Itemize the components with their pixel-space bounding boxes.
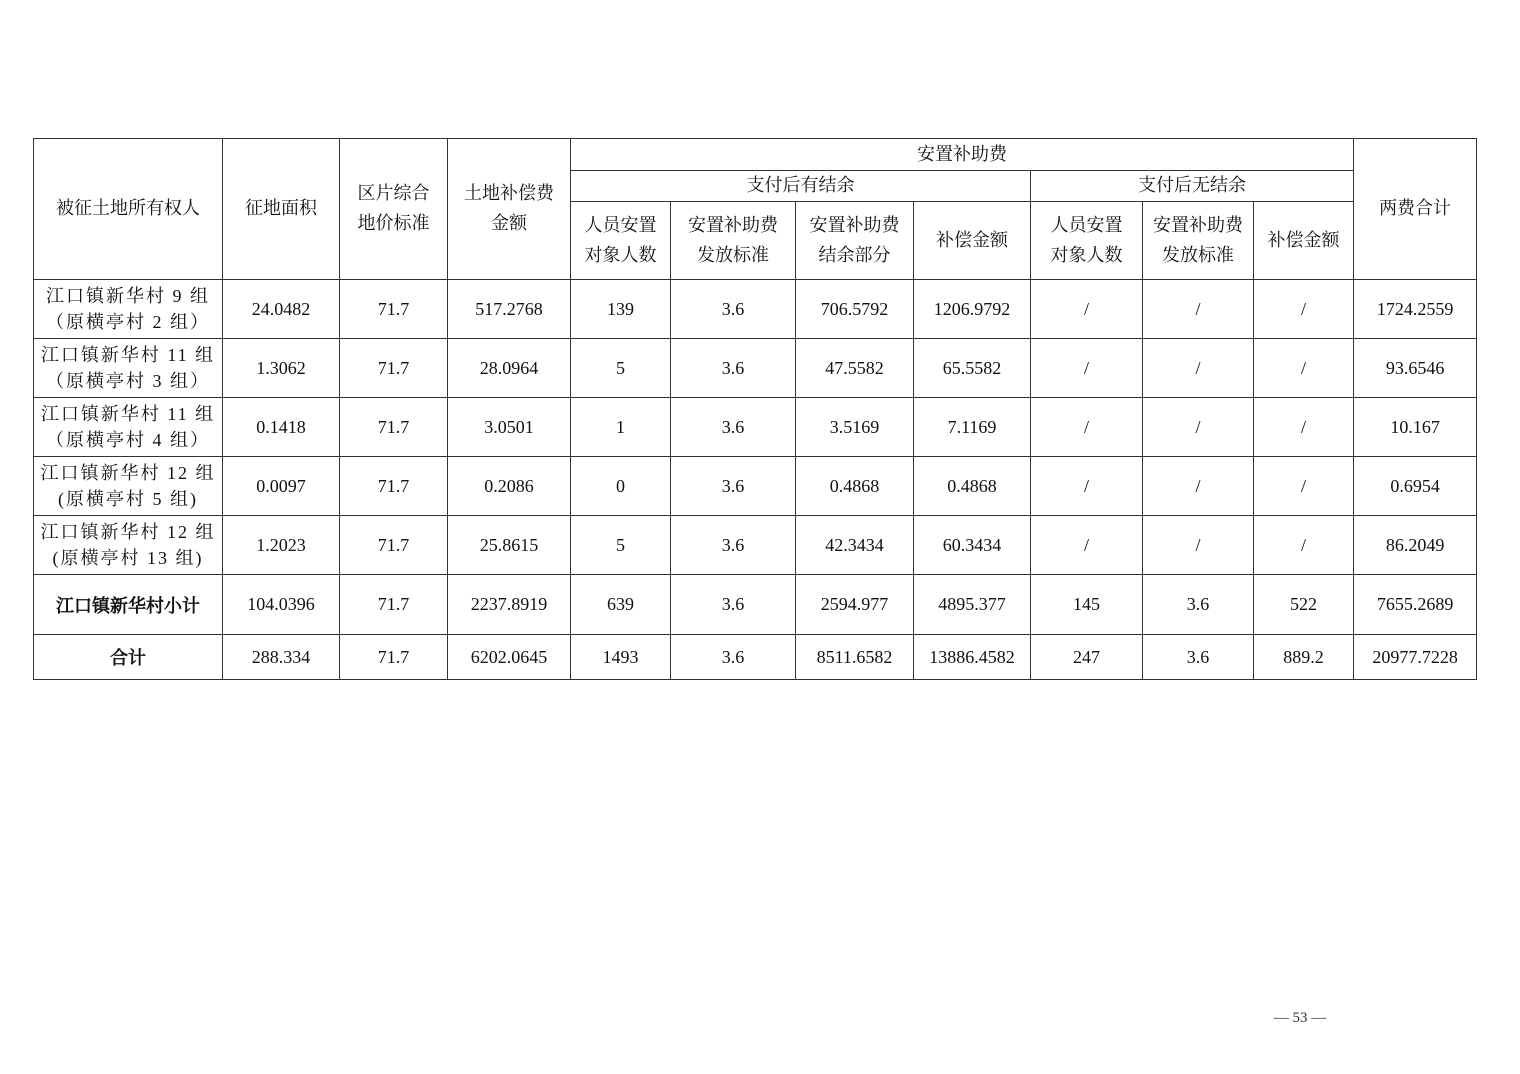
- wb-people-cell: 639: [571, 575, 671, 635]
- wb-balance-cell: 3.5169: [796, 398, 914, 457]
- nb-standard-cell: /: [1143, 339, 1254, 398]
- header-nb-standard: 安置补助费发放标准: [1143, 202, 1254, 280]
- nb-standard-cell: 3.6: [1143, 575, 1254, 635]
- land-comp-cell: 0.2086: [448, 457, 571, 516]
- land-comp-cell: 25.8615: [448, 516, 571, 575]
- wb-amount-cell: 7.1169: [914, 398, 1031, 457]
- grand-total-label: 合计: [34, 635, 223, 680]
- table-row: [34, 398, 1477, 457]
- wb-amount-cell: 4895.377: [914, 575, 1031, 635]
- total-cell: 7655.2689: [1354, 575, 1477, 635]
- header-wb-people: 人员安置对象人数: [571, 202, 671, 280]
- nb-standard-cell: /: [1143, 280, 1254, 339]
- area-cell: 288.334: [223, 635, 340, 680]
- page-number: — 53 —: [1273, 1010, 1327, 1026]
- subtotal-row: [34, 575, 1477, 635]
- header-with-balance: 支付后有结余: [571, 171, 1031, 202]
- header-owner: 被征土地所有权人: [34, 139, 223, 280]
- nb-people-cell: /: [1031, 339, 1143, 398]
- price-cell: 71.7: [340, 280, 448, 339]
- area-cell: 104.0396: [223, 575, 340, 635]
- wb-people-cell: 1493: [571, 635, 671, 680]
- total-cell: 86.2049: [1354, 516, 1477, 575]
- owner-cell: [34, 339, 223, 398]
- table-row: [34, 280, 1477, 339]
- area-cell: 1.2023: [223, 516, 340, 575]
- owner-name: 江口镇新华村 11 组: [40, 404, 216, 424]
- owner-cell: [34, 516, 223, 575]
- total-cell: 20977.7228: [1354, 635, 1477, 680]
- total-cell: 10.167: [1354, 398, 1477, 457]
- wb-standard-cell: 3.6: [671, 635, 796, 680]
- price-cell: 71.7: [340, 339, 448, 398]
- owner-cell: [34, 398, 223, 457]
- wb-amount-cell: 13886.4582: [914, 635, 1031, 680]
- wb-amount-cell: 65.5582: [914, 339, 1031, 398]
- nb-amount-cell: /: [1254, 339, 1354, 398]
- land-comp-cell: 517.2768: [448, 280, 571, 339]
- grand-total-row: [34, 635, 1477, 680]
- wb-people-cell: 5: [571, 339, 671, 398]
- wb-standard-cell: 3.6: [671, 280, 796, 339]
- header-without-balance: 支付后无结余: [1031, 171, 1354, 202]
- header-nb-amount: 补偿金额: [1254, 202, 1354, 280]
- header-total: 两费合计: [1354, 139, 1477, 280]
- header-land-compensation: 土地补偿费金额: [448, 139, 571, 280]
- header-price-standard: 区片综合地价标准: [340, 139, 448, 280]
- wb-standard-cell: 3.6: [671, 457, 796, 516]
- owner-cell: [34, 457, 223, 516]
- nb-standard-cell: 3.6: [1143, 635, 1254, 680]
- nb-amount-cell: 889.2: [1254, 635, 1354, 680]
- wb-people-cell: 0: [571, 457, 671, 516]
- price-cell: 71.7: [340, 575, 448, 635]
- nb-amount-cell: /: [1254, 280, 1354, 339]
- header-nb-people: 人员安置对象人数: [1031, 202, 1143, 280]
- table-row: [34, 339, 1477, 398]
- owner-cell: [34, 280, 223, 339]
- nb-people-cell: /: [1031, 280, 1143, 339]
- nb-people-cell: /: [1031, 457, 1143, 516]
- land-comp-cell: 3.0501: [448, 398, 571, 457]
- nb-people-cell: 145: [1031, 575, 1143, 635]
- wb-balance-cell: 8511.6582: [796, 635, 914, 680]
- owner-name: 江口镇新华村 12 组: [40, 522, 216, 542]
- nb-standard-cell: /: [1143, 516, 1254, 575]
- wb-people-cell: 139: [571, 280, 671, 339]
- owner-name: 江口镇新华村 12 组: [40, 463, 216, 483]
- header-resettlement: 安置补助费: [571, 139, 1354, 171]
- price-cell: 71.7: [340, 516, 448, 575]
- price-cell: 71.7: [340, 457, 448, 516]
- land-comp-cell: 6202.0645: [448, 635, 571, 680]
- nb-amount-cell: /: [1254, 398, 1354, 457]
- area-cell: 0.0097: [223, 457, 340, 516]
- wb-people-cell: 5: [571, 516, 671, 575]
- wb-standard-cell: 3.6: [671, 516, 796, 575]
- price-cell: 71.7: [340, 398, 448, 457]
- header-wb-standard: 安置补助费发放标准: [671, 202, 796, 280]
- wb-amount-cell: 1206.9792: [914, 280, 1031, 339]
- price-cell: 71.7: [340, 635, 448, 680]
- wb-balance-cell: 2594.977: [796, 575, 914, 635]
- wb-amount-cell: 0.4868: [914, 457, 1031, 516]
- area-cell: 24.0482: [223, 280, 340, 339]
- area-cell: 0.1418: [223, 398, 340, 457]
- owner-name: 江口镇新华村 9 组: [46, 286, 210, 306]
- owner-former-name: （原横亭村 4 组）: [46, 430, 210, 450]
- wb-standard-cell: 3.6: [671, 339, 796, 398]
- land-comp-cell: 28.0964: [448, 339, 571, 398]
- wb-balance-cell: 0.4868: [796, 457, 914, 516]
- total-cell: 93.6546: [1354, 339, 1477, 398]
- table-row: [34, 516, 1477, 575]
- wb-balance-cell: 47.5582: [796, 339, 914, 398]
- header-area: 征地面积: [223, 139, 340, 280]
- total-cell: 1724.2559: [1354, 280, 1477, 339]
- table-header: [34, 139, 1477, 280]
- nb-people-cell: 247: [1031, 635, 1143, 680]
- nb-people-cell: /: [1031, 398, 1143, 457]
- header-wb-amount: 补偿金额: [914, 202, 1031, 280]
- area-cell: 1.3062: [223, 339, 340, 398]
- header-wb-balance: 安置补助费结余部分: [796, 202, 914, 280]
- owner-former-name: (原横亭村 13 组): [52, 548, 204, 568]
- owner-former-name: (原横亭村 5 组): [58, 489, 198, 509]
- table-body: [34, 280, 1477, 680]
- wb-people-cell: 1: [571, 398, 671, 457]
- nb-amount-cell: 522: [1254, 575, 1354, 635]
- nb-people-cell: /: [1031, 516, 1143, 575]
- owner-former-name: （原横亭村 2 组）: [46, 312, 210, 332]
- wb-amount-cell: 60.3434: [914, 516, 1031, 575]
- compensation-table: [33, 138, 1477, 680]
- wb-standard-cell: 3.6: [671, 575, 796, 635]
- table-row: [34, 457, 1477, 516]
- owner-former-name: （原横亭村 3 组）: [46, 371, 210, 391]
- owner-name: 江口镇新华村 11 组: [40, 345, 216, 365]
- nb-standard-cell: /: [1143, 457, 1254, 516]
- wb-balance-cell: 706.5792: [796, 280, 914, 339]
- nb-amount-cell: /: [1254, 516, 1354, 575]
- wb-balance-cell: 42.3434: [796, 516, 914, 575]
- nb-amount-cell: /: [1254, 457, 1354, 516]
- total-cell: 0.6954: [1354, 457, 1477, 516]
- wb-standard-cell: 3.6: [671, 398, 796, 457]
- subtotal-label: 江口镇新华村小计: [34, 575, 223, 635]
- land-comp-cell: 2237.8919: [448, 575, 571, 635]
- nb-standard-cell: /: [1143, 398, 1254, 457]
